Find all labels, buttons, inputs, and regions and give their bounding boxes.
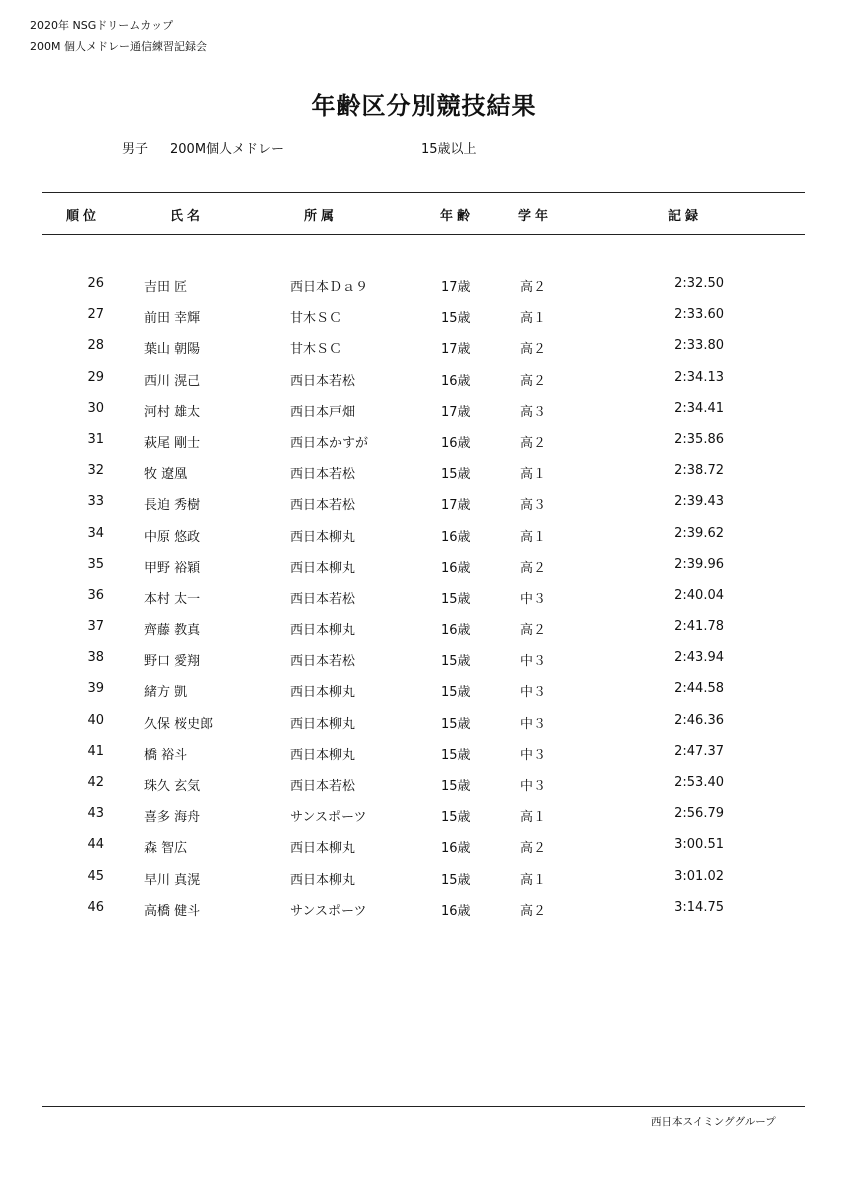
name-cell: 野口 愛翔 bbox=[144, 654, 201, 670]
record-cell: 2:56.79 bbox=[674, 806, 724, 822]
grade-cell: 中３ bbox=[520, 779, 547, 794]
name-cell: 西川 滉己 bbox=[144, 373, 201, 389]
name-cell: 吉田 匠 bbox=[144, 280, 188, 295]
age-cell: 16歳 bbox=[441, 841, 471, 857]
club-cell: 西日本柳丸 bbox=[290, 747, 356, 763]
rank-cell: 35 bbox=[87, 556, 104, 572]
club-cell: 西日本柳丸 bbox=[290, 841, 356, 857]
column-header-rank: 順位 bbox=[66, 209, 101, 224]
table-row bbox=[0, 580, 848, 611]
record-cell: 2:33.80 bbox=[674, 338, 724, 354]
name-cell: 早川 真滉 bbox=[144, 872, 201, 888]
grade-cell: 高２ bbox=[520, 280, 547, 295]
table-row bbox=[0, 642, 848, 673]
rank-cell: 30 bbox=[87, 400, 104, 416]
age-cell: 16歳 bbox=[441, 435, 471, 451]
rank-cell: 46 bbox=[87, 899, 104, 915]
club-cell: 甘木ＳＣ bbox=[290, 342, 343, 358]
column-header-record: 記録 bbox=[668, 209, 703, 224]
age-cell: 15歳 bbox=[441, 872, 471, 888]
rank-cell: 29 bbox=[87, 369, 104, 385]
age-cell: 15歳 bbox=[441, 716, 471, 732]
table-row bbox=[0, 268, 848, 299]
age-cell: 15歳 bbox=[441, 311, 471, 327]
table-row bbox=[0, 892, 848, 923]
age-cell: 15歳 bbox=[441, 747, 471, 763]
rank-cell: 28 bbox=[87, 338, 104, 354]
column-header-age: 年齢 bbox=[440, 209, 475, 224]
table-row bbox=[0, 455, 848, 486]
age-cell: 15歳 bbox=[441, 685, 471, 701]
record-cell: 2:39.43 bbox=[674, 494, 724, 510]
grade-cell: 中３ bbox=[520, 654, 547, 670]
record-cell: 2:39.96 bbox=[674, 556, 724, 572]
table-row bbox=[0, 299, 848, 330]
table-row bbox=[0, 673, 848, 704]
name-cell: 本村 太一 bbox=[144, 591, 201, 607]
grade-cell: 高２ bbox=[520, 903, 547, 919]
rank-cell: 39 bbox=[87, 681, 104, 697]
name-cell: 橋 裕斗 bbox=[144, 747, 188, 763]
name-cell: 甲野 裕穎 bbox=[144, 560, 201, 576]
table-row bbox=[0, 549, 848, 580]
meet-name: 200M 個人メドレー通信練習記録会 bbox=[30, 40, 207, 53]
club-cell: 西日本若松 bbox=[290, 591, 356, 607]
record-cell: 2:33.60 bbox=[674, 307, 724, 323]
record-cell: 2:34.13 bbox=[674, 369, 724, 385]
table-row bbox=[0, 798, 848, 829]
rank-cell: 38 bbox=[87, 650, 104, 666]
name-cell: 葉山 朝陽 bbox=[144, 342, 201, 358]
record-cell: 2:32.50 bbox=[674, 276, 724, 291]
record-cell: 2:38.72 bbox=[674, 463, 724, 479]
record-cell: 2:47.37 bbox=[674, 743, 724, 759]
record-cell: 2:43.94 bbox=[674, 650, 724, 666]
rank-cell: 26 bbox=[87, 276, 104, 291]
grade-cell: 高３ bbox=[520, 498, 547, 514]
table-row bbox=[0, 705, 848, 736]
event-label: 200M個人メドレー bbox=[170, 142, 285, 157]
record-cell: 3:01.02 bbox=[674, 868, 724, 884]
name-cell: 齊藤 教真 bbox=[144, 623, 201, 639]
grade-cell: 高２ bbox=[520, 342, 547, 358]
rank-cell: 45 bbox=[87, 868, 104, 884]
club-cell: 西日本若松 bbox=[290, 779, 356, 794]
club-cell: 西日本若松 bbox=[290, 467, 356, 483]
club-cell: 西日本柳丸 bbox=[290, 716, 356, 732]
table-row bbox=[0, 767, 848, 798]
rank-cell: 44 bbox=[87, 837, 104, 853]
age-cell: 16歳 bbox=[441, 560, 471, 576]
club-cell: 西日本戸畑 bbox=[290, 404, 356, 420]
record-cell: 2:46.36 bbox=[674, 712, 724, 728]
footer-organization: 西日本スイミンググループ bbox=[651, 1116, 776, 1128]
club-cell: サンスポーツ bbox=[290, 903, 367, 919]
club-cell: 西日本若松 bbox=[290, 373, 356, 389]
age-cell: 15歳 bbox=[441, 591, 471, 607]
grade-cell: 中３ bbox=[520, 685, 547, 701]
grade-cell: 高２ bbox=[520, 623, 547, 639]
record-cell: 2:39.62 bbox=[674, 525, 724, 541]
rank-cell: 42 bbox=[87, 775, 104, 790]
age-cell: 15歳 bbox=[441, 810, 471, 826]
column-header-grade: 学年 bbox=[518, 209, 553, 224]
club-cell: 西日本柳丸 bbox=[290, 623, 356, 639]
column-header-name: 氏名 bbox=[170, 209, 205, 224]
age-cell: 17歳 bbox=[441, 404, 471, 420]
name-cell: 珠久 玄気 bbox=[144, 779, 201, 794]
grade-cell: 高３ bbox=[520, 404, 547, 420]
grade-cell: 高１ bbox=[520, 810, 547, 826]
age-cell: 16歳 bbox=[441, 529, 471, 545]
rank-cell: 27 bbox=[87, 307, 104, 323]
club-cell: 西日本柳丸 bbox=[290, 560, 356, 576]
club-cell: 甘木ＳＣ bbox=[290, 311, 343, 327]
table-row bbox=[0, 393, 848, 424]
club-cell: サンスポーツ bbox=[290, 810, 367, 826]
age-cell: 16歳 bbox=[441, 373, 471, 389]
grade-cell: 高１ bbox=[520, 467, 547, 483]
record-cell: 2:53.40 bbox=[674, 775, 724, 790]
page-title: 年齢区分別競技結果 bbox=[311, 92, 537, 120]
rank-cell: 32 bbox=[87, 463, 104, 479]
table-row bbox=[0, 611, 848, 642]
table-top-rule bbox=[42, 192, 805, 193]
rank-cell: 37 bbox=[87, 619, 104, 635]
record-cell: 2:41.78 bbox=[674, 619, 724, 635]
name-cell: 河村 雄太 bbox=[144, 404, 201, 420]
age-group-label: 15歳以上 bbox=[421, 142, 477, 157]
grade-cell: 高２ bbox=[520, 435, 547, 451]
name-cell: 牧 遼凰 bbox=[144, 467, 188, 483]
name-cell: 高橋 健斗 bbox=[144, 903, 201, 919]
table-row bbox=[0, 861, 848, 892]
table-row bbox=[0, 736, 848, 767]
results-table bbox=[0, 268, 848, 923]
club-cell: 西日本若松 bbox=[290, 498, 356, 514]
grade-cell: 中３ bbox=[520, 716, 547, 732]
club-cell: 西日本柳丸 bbox=[290, 685, 356, 701]
age-cell: 16歳 bbox=[441, 623, 471, 639]
age-cell: 17歳 bbox=[441, 280, 471, 295]
name-cell: 緒方 凱 bbox=[144, 685, 188, 701]
name-cell: 森 智広 bbox=[144, 841, 188, 857]
grade-cell: 高１ bbox=[520, 529, 547, 545]
event-name: 2020年 NSGドリームカップ bbox=[30, 19, 174, 32]
club-cell: 西日本Ｄａ９ bbox=[290, 280, 369, 295]
rank-cell: 31 bbox=[87, 431, 104, 447]
name-cell: 久保 桜史郎 bbox=[144, 716, 214, 732]
table-row bbox=[0, 362, 848, 393]
rank-cell: 34 bbox=[87, 525, 104, 541]
age-cell: 17歳 bbox=[441, 498, 471, 514]
grade-cell: 中３ bbox=[520, 591, 547, 607]
table-row bbox=[0, 330, 848, 361]
age-cell: 17歳 bbox=[441, 342, 471, 358]
table-row bbox=[0, 486, 848, 517]
club-cell: 西日本柳丸 bbox=[290, 872, 356, 888]
grade-cell: 高１ bbox=[520, 311, 547, 327]
club-cell: 西日本かすが bbox=[290, 435, 369, 451]
name-cell: 中原 悠政 bbox=[144, 529, 201, 545]
rank-cell: 33 bbox=[87, 494, 104, 510]
grade-cell: 高２ bbox=[520, 841, 547, 857]
record-cell: 3:14.75 bbox=[674, 899, 724, 915]
age-cell: 16歳 bbox=[441, 903, 471, 919]
name-cell: 長迫 秀樹 bbox=[144, 498, 201, 514]
rank-cell: 40 bbox=[87, 712, 104, 728]
club-cell: 西日本若松 bbox=[290, 654, 356, 670]
age-cell: 15歳 bbox=[441, 779, 471, 794]
table-row bbox=[0, 518, 848, 549]
table-row bbox=[0, 424, 848, 455]
table-header-rule bbox=[42, 234, 805, 235]
grade-cell: 中３ bbox=[520, 747, 547, 763]
rank-cell: 41 bbox=[87, 743, 104, 759]
club-cell: 西日本柳丸 bbox=[290, 529, 356, 545]
grade-cell: 高２ bbox=[520, 560, 547, 576]
age-cell: 15歳 bbox=[441, 654, 471, 670]
grade-cell: 高１ bbox=[520, 872, 547, 888]
name-cell: 萩尾 剛士 bbox=[144, 435, 201, 451]
grade-cell: 高２ bbox=[520, 373, 547, 389]
age-cell: 15歳 bbox=[441, 467, 471, 483]
gender-label: 男子 bbox=[122, 142, 149, 157]
record-cell: 2:40.04 bbox=[674, 587, 724, 603]
table-row bbox=[0, 829, 848, 860]
rank-cell: 36 bbox=[87, 587, 104, 603]
record-cell: 2:34.41 bbox=[674, 400, 724, 416]
record-cell: 2:44.58 bbox=[674, 681, 724, 697]
rank-cell: 43 bbox=[87, 806, 104, 822]
name-cell: 前田 幸輝 bbox=[144, 311, 201, 327]
column-header-club: 所属 bbox=[304, 209, 339, 224]
footer-rule bbox=[42, 1106, 805, 1107]
record-cell: 2:35.86 bbox=[674, 431, 724, 447]
record-cell: 3:00.51 bbox=[674, 837, 724, 853]
name-cell: 喜多 海舟 bbox=[144, 810, 201, 826]
